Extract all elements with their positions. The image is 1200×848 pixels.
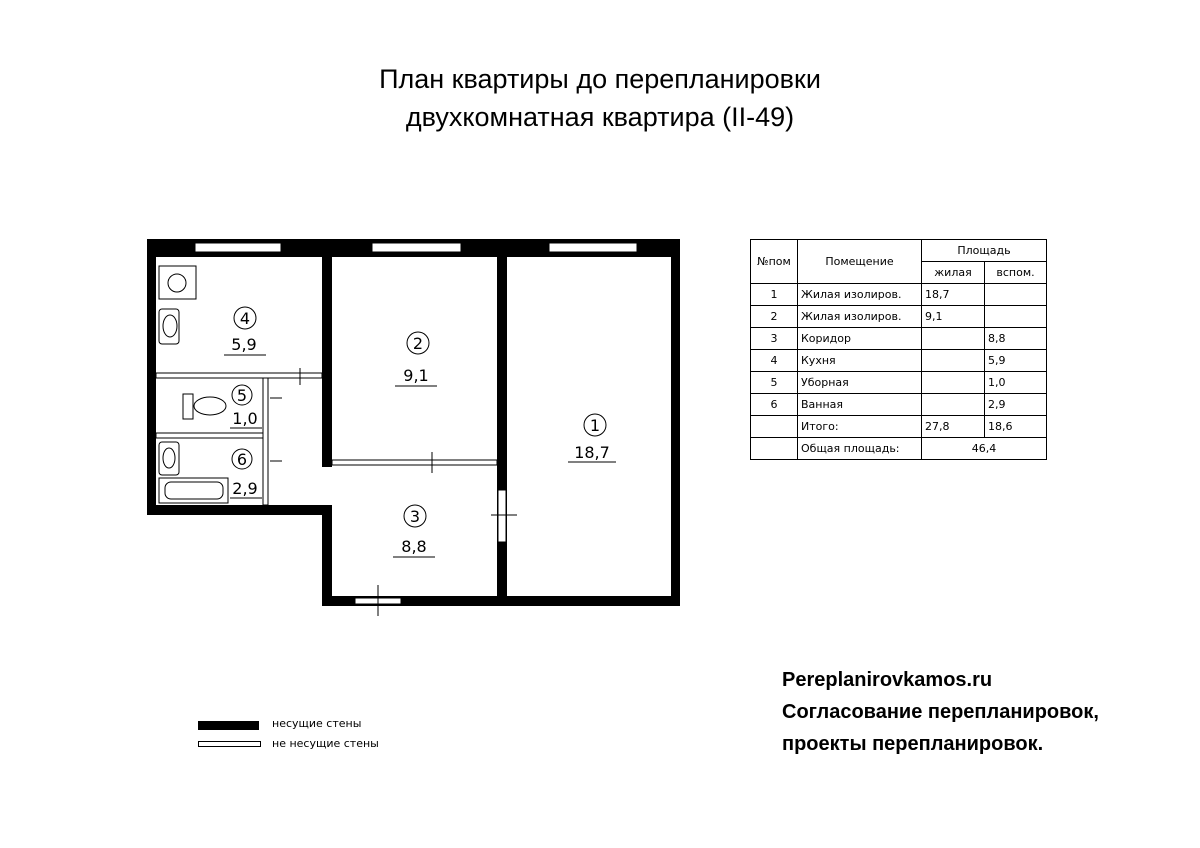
row-living <box>922 372 985 394</box>
table-total-row <box>751 416 1047 438</box>
bathtub-icon <box>159 478 228 503</box>
table-row <box>751 284 1047 306</box>
row-name: Кухня <box>798 350 922 372</box>
header-num: №пом <box>751 240 798 284</box>
room-label-2 <box>395 332 437 386</box>
header-room: Помещение <box>798 240 922 284</box>
header-aux: вспом. <box>985 262 1047 284</box>
row-living <box>922 394 985 416</box>
row-aux: 2,9 <box>985 394 1047 416</box>
legend-non-load-bearing-label: не несущие стены <box>272 737 379 750</box>
room-label-4 <box>224 307 266 355</box>
room-label-5 <box>230 385 262 428</box>
legend-load-bearing-swatch <box>198 721 259 730</box>
row-num: 4 <box>751 350 798 372</box>
room-label-3 <box>393 505 435 557</box>
table-row <box>751 328 1047 350</box>
row-living: 9,1 <box>922 306 985 328</box>
row-aux <box>985 284 1047 306</box>
plan-subtitle: двухкомнатная квартира (II-49) <box>405 102 795 132</box>
row-name: Жилая изолиров. <box>798 306 922 328</box>
header-area: Площадь <box>922 240 1047 262</box>
svg-text:9,1: 9,1 <box>403 366 429 385</box>
row-aux: 8,8 <box>985 328 1047 350</box>
row-name: Жилая изолиров. <box>798 284 922 306</box>
svg-text:5: 5 <box>236 386 248 405</box>
row-aux: 1,0 <box>985 372 1047 394</box>
sink-icon <box>159 309 179 344</box>
svg-text:4: 4 <box>239 309 251 328</box>
washbasin-icon <box>159 442 179 475</box>
svg-text:2,9: 2,9 <box>232 479 258 498</box>
row-aux <box>985 306 1047 328</box>
door-marks <box>270 368 517 616</box>
row-aux: 5,9 <box>985 350 1047 372</box>
row-living <box>922 350 985 372</box>
area-table <box>750 239 1047 460</box>
row-num: 3 <box>751 328 798 350</box>
svg-text:2: 2 <box>412 334 424 353</box>
svg-text:1,0: 1,0 <box>232 409 258 428</box>
room-label-1 <box>568 414 616 462</box>
total-aux: 18,6 <box>985 416 1047 438</box>
table-row <box>751 394 1047 416</box>
grand-value: 46,4 <box>922 438 1047 460</box>
row-living <box>922 328 985 350</box>
table-row <box>751 350 1047 372</box>
svg-text:5,9: 5,9 <box>231 335 257 354</box>
table-grand-row <box>751 438 1047 460</box>
svg-text:3: 3 <box>409 507 421 526</box>
row-living: 18,7 <box>922 284 985 306</box>
room-label-6 <box>230 449 262 498</box>
total-living: 27,8 <box>922 416 985 438</box>
row-num: 1 <box>751 284 798 306</box>
row-num: 5 <box>751 372 798 394</box>
svg-text:1: 1 <box>589 416 601 435</box>
stove-icon <box>159 266 196 299</box>
row-name: Уборная <box>798 372 922 394</box>
row-num <box>751 416 798 438</box>
toilet-icon <box>183 394 226 419</box>
table-header-row <box>751 240 1047 262</box>
svg-text:18,7: 18,7 <box>574 443 610 462</box>
svg-text:8,8: 8,8 <box>401 537 427 556</box>
table-row <box>751 306 1047 328</box>
header-living: жилая <box>922 262 985 284</box>
promo-site: Pereplanirovkamos.ru <box>782 669 993 691</box>
row-num: 2 <box>751 306 798 328</box>
legend-load-bearing-label: несущие стены <box>272 717 362 730</box>
promo-line2: Согласование перепланировок, <box>782 701 1099 723</box>
plan-title: План квартиры до перепланировки <box>379 64 821 94</box>
grand-label: Общая площадь: <box>798 438 922 460</box>
row-num: 6 <box>751 394 798 416</box>
row-name: Коридор <box>798 328 922 350</box>
row-num <box>751 438 798 460</box>
promo-line3: проекты перепланировок. <box>782 733 1044 755</box>
legend-non-load-bearing-swatch <box>198 741 261 747</box>
total-label: Итого: <box>798 416 922 438</box>
table-row <box>751 372 1047 394</box>
row-name: Ванная <box>798 394 922 416</box>
svg-text:6: 6 <box>236 450 248 469</box>
